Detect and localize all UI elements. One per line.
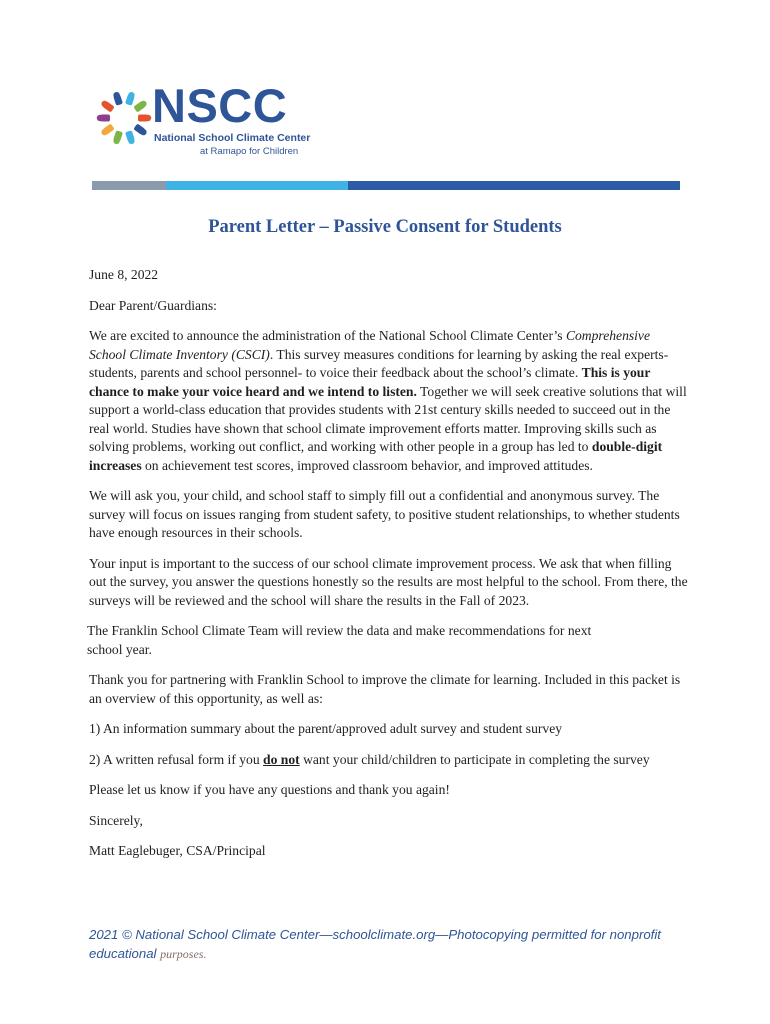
logo-figure-head — [113, 92, 119, 98]
logo-figure-head — [140, 129, 146, 135]
logo-figure-head — [113, 138, 119, 144]
paragraph-input: Your input is important to the success of our school climate improvement process. We ask that when filling out the survey, you answer the questions honestly so the results are most helpful to the school. From there, the surveys will be reviewed and the school will share the results in the Fall of 2023. — [89, 555, 688, 608]
logo-wordmark: NSCC — [152, 79, 288, 132]
logo-figure-head — [145, 115, 151, 121]
logo-org-name: National School Climate Center — [154, 132, 311, 144]
logo-figure-head — [128, 92, 134, 98]
letter-body — [89, 266, 689, 861]
logo-figure-head — [101, 101, 107, 107]
closing: Sincerely, — [89, 812, 143, 828]
paragraph-intro: We are excited to announce the administration of the National School Climate Center’s Comprehensive School Climate Inventory (CSCI). This survey measures conditions for learning by asking the real experts- students, parents and school personnel- to voice their feedback about the school’s climate. This is your chance to make your voice heard and we intend to listen. Together we will seek creative solutions that will support a world-class education that provides students with 21st century skills needed to succeed out in the real world. Studies have shown that school climate improvement efforts matter. Improving skills such as solving problems, working out conflict, and working with other people in a group has led to double-digit increases on achievement test scores, improved classroom behavior, and improved attitudes. — [89, 328, 687, 473]
paragraph-survey: We will ask you, your child, and school staff to simply fill out a confidential and anonymous survey. The survey will focus on issues ranging from student safety, to positive student relationships, to whether students have enough resources in their schools. — [89, 488, 680, 540]
paragraph-team: The Franklin School Climate Team will review the data and make recommendations for next school year. — [87, 623, 592, 657]
letter-title: Parent Letter – Passive Consent for Students — [208, 217, 562, 237]
paragraph-questions: Please let us know if you have any questions and thank you again! — [89, 782, 450, 797]
nscc-logo — [96, 79, 311, 164]
header-rule-gray — [92, 181, 166, 190]
logo-figure-head — [101, 129, 107, 135]
list-item-2: 2) A written refusal form if you do not want your child/children to participate in completing the survey — [89, 751, 650, 767]
logo-figure-head — [97, 115, 103, 121]
salutation: Dear Parent/Guardians: — [89, 297, 217, 313]
logo-figure-head — [140, 101, 146, 107]
header-rule-darkblue — [348, 181, 680, 190]
footer-note: 2021 © National School Climate Center—schoolclimate.org—Photocopying permitted for nonprofit educational purposes. — [89, 927, 661, 961]
letter-date: June 8, 2022 — [89, 267, 159, 282]
logo-org-affiliation: at Ramapo for Children — [200, 146, 299, 157]
header-rule-lightblue — [166, 181, 348, 190]
signature: Matt Eaglebuger, CSA/Principal — [89, 843, 266, 858]
people-circle-logo-icon — [96, 90, 152, 146]
logo-figure-head — [128, 138, 134, 144]
list-item-1: 1) An information summary about the parent/approved adult survey and student survey — [89, 721, 563, 736]
paragraph-thanks: Thank you for partnering with Franklin School to improve the climate for learning. Included in this packet is an overview of this opportunity, as well as: — [89, 672, 681, 706]
